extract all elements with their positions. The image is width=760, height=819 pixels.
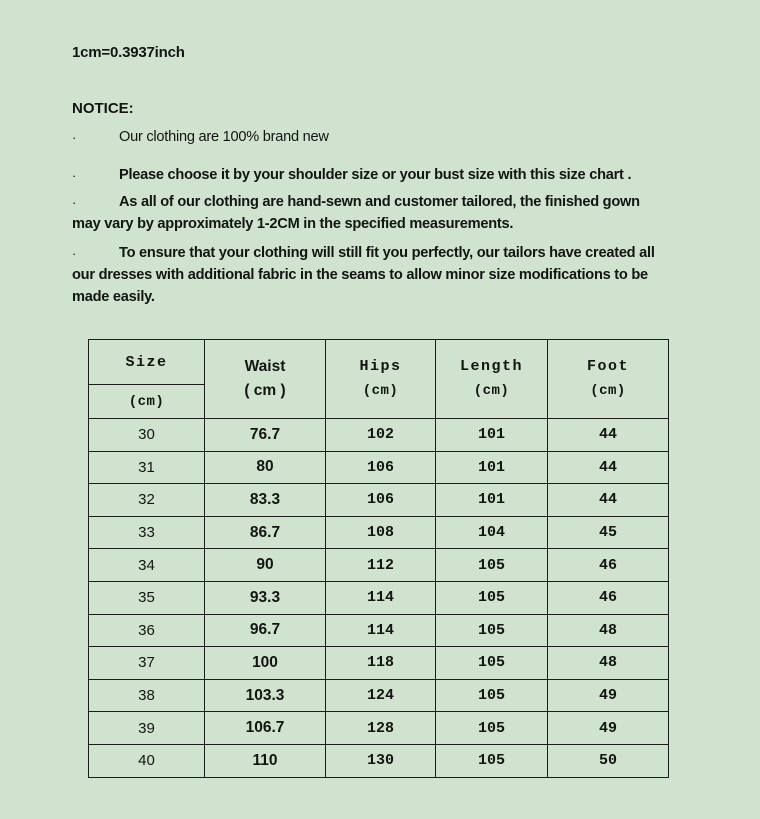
- cell-foot: 46: [548, 549, 669, 582]
- table-row: [89, 549, 669, 582]
- cell-size: 37: [89, 647, 205, 680]
- bullet-text-line: may vary by approximately 1-2CM in the specified measurements.: [72, 216, 514, 232]
- bullet-text-line: made easily.: [72, 289, 155, 305]
- cell-hips: 128: [326, 712, 436, 745]
- bullet-text: [72, 126, 704, 148]
- cell-length: 105: [436, 581, 548, 614]
- cell-size: 34: [89, 549, 205, 582]
- header-waist: [205, 340, 326, 419]
- header-foot: [548, 340, 669, 419]
- cell-size: 38: [89, 679, 205, 712]
- notice-bullet-list: [72, 126, 704, 308]
- header-waist-label: Waist: [244, 358, 286, 375]
- cell-length: 101: [436, 419, 548, 452]
- cell-length: 101: [436, 451, 548, 484]
- cell-size: 39: [89, 712, 205, 745]
- cell-size: 32: [89, 484, 205, 517]
- cell-foot: 49: [548, 679, 669, 712]
- bullet-text-line: our dresses with additional fabric in the seams to allow minor size modifications to be: [72, 267, 648, 283]
- bullet-dot-icon: ·: [72, 130, 77, 145]
- cell-hips: 102: [326, 419, 436, 452]
- header-hips-label: Hips: [359, 358, 402, 375]
- cell-hips: 114: [326, 581, 436, 614]
- cell-size: 36: [89, 614, 205, 647]
- bullet-text-line: Our clothing are 100% brand new: [119, 129, 329, 145]
- cell-waist: 80: [205, 451, 326, 484]
- cell-length: 105: [436, 712, 548, 745]
- size-chart-header: [89, 340, 669, 419]
- cell-waist: 76.7: [205, 419, 326, 452]
- header-length-unit: (cm): [473, 383, 510, 399]
- notice-bullet: [72, 242, 704, 308]
- cell-foot: 48: [548, 647, 669, 680]
- cell-foot: 46: [548, 581, 669, 614]
- header-waist-unit: ( cm ): [244, 382, 286, 399]
- header-length-label: Length: [459, 358, 523, 375]
- header-size-unit: (cm): [128, 393, 165, 410]
- cell-waist: 100: [205, 647, 326, 680]
- bullet-text-line: As all of our clothing are hand-sewn and customer tailored, the finished gown: [119, 194, 640, 210]
- header-foot-label: Foot: [586, 358, 629, 375]
- cell-hips: 106: [326, 451, 436, 484]
- bullet-text: [72, 164, 704, 186]
- table-row: [89, 647, 669, 680]
- cell-hips: 124: [326, 679, 436, 712]
- size-chart-table: [88, 339, 669, 778]
- conversion-note: 1cm=0.3937inch: [72, 44, 185, 61]
- table-row: [89, 581, 669, 614]
- cell-foot: 49: [548, 712, 669, 745]
- cell-size: 30: [89, 419, 205, 452]
- bullet-text: [72, 191, 704, 235]
- cell-length: 105: [436, 744, 548, 777]
- cell-size: 40: [89, 744, 205, 777]
- cell-hips: 108: [326, 516, 436, 549]
- notice-bullet: [72, 126, 704, 148]
- cell-length: 105: [436, 549, 548, 582]
- header-row: [89, 340, 669, 419]
- table-row: [89, 484, 669, 517]
- table-row: [89, 744, 669, 777]
- table-row: [89, 419, 669, 452]
- size-chart-body: [89, 419, 669, 778]
- cell-length: 104: [436, 516, 548, 549]
- header-length: [436, 340, 548, 419]
- cell-waist: 106.7: [205, 712, 326, 745]
- cell-waist: 86.7: [205, 516, 326, 549]
- cell-length: 105: [436, 679, 548, 712]
- notice-bullet: [72, 164, 704, 186]
- cell-length: 105: [436, 647, 548, 680]
- table-row: [89, 451, 669, 484]
- cell-size: 33: [89, 516, 205, 549]
- cell-hips: 114: [326, 614, 436, 647]
- cell-foot: 44: [548, 451, 669, 484]
- cell-foot: 50: [548, 744, 669, 777]
- notice-title: NOTICE:: [72, 100, 134, 117]
- header-hips-unit: (cm): [362, 383, 399, 399]
- cell-foot: 48: [548, 614, 669, 647]
- table-row: [89, 516, 669, 549]
- header-size-label: Size: [89, 340, 204, 385]
- table-row: [89, 614, 669, 647]
- cell-length: 101: [436, 484, 548, 517]
- header-foot-unit: (cm): [590, 383, 626, 399]
- cell-foot: 44: [548, 419, 669, 452]
- notice-bullet: [72, 191, 704, 235]
- bullet-dot-icon: ·: [72, 168, 77, 183]
- cell-waist: 93.3: [205, 581, 326, 614]
- cell-waist: 83.3: [205, 484, 326, 517]
- header-hips: [326, 340, 436, 419]
- cell-size: 31: [89, 451, 205, 484]
- bullet-dot-icon: ·: [72, 246, 77, 261]
- cell-size: 35: [89, 581, 205, 614]
- header-size: [89, 340, 205, 419]
- cell-hips: 130: [326, 744, 436, 777]
- cell-waist: 96.7: [205, 614, 326, 647]
- bullet-text-line: Please choose it by your shoulder size or your bust size with this size chart .: [119, 167, 632, 183]
- cell-hips: 118: [326, 647, 436, 680]
- cell-foot: 45: [548, 516, 669, 549]
- cell-hips: 106: [326, 484, 436, 517]
- bullet-dot-icon: ·: [72, 195, 77, 210]
- cell-length: 105: [436, 614, 548, 647]
- cell-waist: 90: [205, 549, 326, 582]
- table-row: [89, 712, 669, 745]
- bullet-text-line: To ensure that your clothing will still fit you perfectly, our tailors have created all: [119, 245, 655, 261]
- cell-foot: 44: [548, 484, 669, 517]
- table-row: [89, 679, 669, 712]
- bullet-text: [72, 242, 704, 308]
- cell-waist: 110: [205, 744, 326, 777]
- cell-hips: 112: [326, 549, 436, 582]
- cell-waist: 103.3: [205, 679, 326, 712]
